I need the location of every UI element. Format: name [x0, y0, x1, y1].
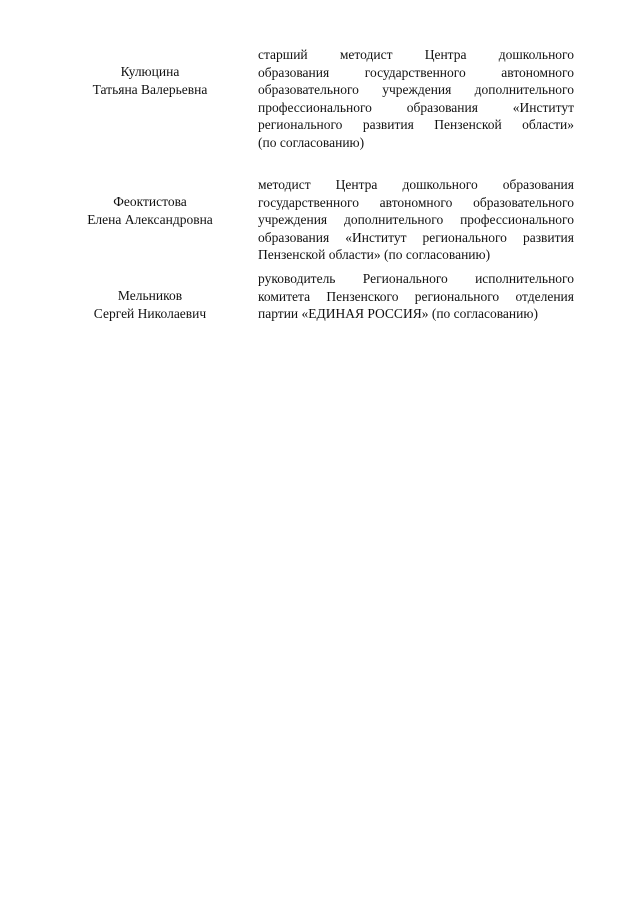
role-line: старший методист Центра дошкольного [258, 47, 574, 62]
member-name [70, 193, 230, 228]
member-name [70, 287, 230, 322]
member-surname: Кулюцина [120, 64, 180, 79]
role-line: Пензенской области» (по согласованию) [258, 247, 491, 262]
member-role [258, 46, 574, 151]
role-line: образования «Институт регионального развития [258, 229, 574, 245]
member-role [258, 176, 574, 264]
role-line: регионального развития Пензенской области» [258, 117, 574, 132]
member-role [258, 270, 574, 323]
member-given-names: Елена Александровна [87, 211, 213, 227]
role-line: руководитель Регионального исполнительного [258, 271, 574, 286]
role-line: профессионального образования «Институт [258, 99, 574, 115]
role-line: методист Центра дошкольного образования [258, 177, 574, 192]
role-line: партии «ЕДИНАЯ РОССИЯ» (по согласованию) [258, 306, 538, 321]
member-surname: Феоктистова [113, 194, 187, 209]
role-line: учреждения дополнительного профессионального [258, 212, 574, 227]
member-given-names: Татьяна Валерьевна [92, 81, 208, 97]
role-line: комитета Пензенского регионального отделения [258, 288, 574, 304]
member-given-names: Сергей Николаевич [93, 305, 207, 321]
role-line: (по согласованию) [258, 134, 365, 150]
role-line: государственного автономного образовательного [258, 194, 574, 210]
member-name [70, 63, 230, 98]
role-line: образования государственного автономного [258, 64, 574, 80]
member-surname: Мельников [117, 288, 183, 303]
role-line: образовательного учреждения дополнительного [258, 82, 574, 97]
